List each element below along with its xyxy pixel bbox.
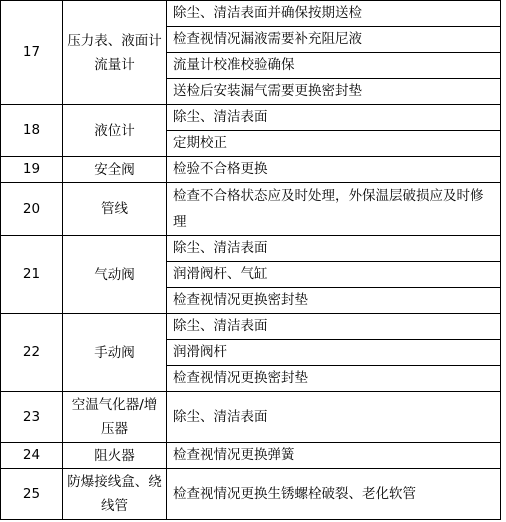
maintenance-item: 润滑阀杆、气缸 (167, 262, 501, 288)
maintenance-item: 除尘、清洁表面 (167, 236, 501, 262)
row-number: 20 (1, 183, 63, 236)
row-number: 18 (1, 105, 63, 157)
table-row (1, 392, 501, 443)
table-row (1, 183, 501, 236)
maintenance-item: 检查视情况更换弹簧 (167, 443, 501, 469)
equipment-name: 气动阀 (63, 236, 167, 314)
equipment-name: 安全阀 (63, 157, 167, 183)
table-row (1, 105, 501, 131)
equipment-name: 防爆接线盒、绕线管 (63, 469, 167, 520)
row-number: 21 (1, 236, 63, 314)
table-row (1, 236, 501, 262)
maintenance-item: 送检后安装漏气需要更换密封垫 (167, 79, 501, 105)
equipment-name: 压力表、液面计流量计 (63, 1, 167, 105)
maintenance-item: 检验不合格更换 (167, 157, 501, 183)
maintenance-item: 除尘、清洁表面 (167, 392, 501, 443)
maintenance-item: 检查视情况漏液需要补充阻尼液 (167, 27, 501, 53)
equipment-name: 管线 (63, 183, 167, 236)
maintenance-item: 检查视情况更换生锈螺栓破裂、老化软管 (167, 469, 501, 520)
maintenance-item: 检查视情况更换密封垫 (167, 288, 501, 314)
equipment-name: 空温气化器/增压器 (63, 392, 167, 443)
maintenance-item: 检查不合格状态应及时处理，外保温层破损应及时修理 (167, 183, 501, 236)
row-number: 22 (1, 314, 63, 392)
maintenance-item: 除尘、清洁表面并确保按期送检 (167, 1, 501, 27)
maintenance-item: 除尘、清洁表面 (167, 314, 501, 340)
row-number: 25 (1, 469, 63, 520)
table-row (1, 314, 501, 340)
table-row (1, 1, 501, 27)
maintenance-item: 检查视情况更换密封垫 (167, 366, 501, 392)
maintenance-item: 除尘、清洁表面 (167, 105, 501, 131)
equipment-name: 液位计 (63, 105, 167, 157)
row-number: 23 (1, 392, 63, 443)
table-row (1, 469, 501, 520)
row-number: 17 (1, 1, 63, 105)
equipment-name: 阻火器 (63, 443, 167, 469)
equipment-name: 手动阀 (63, 314, 167, 392)
row-number: 19 (1, 157, 63, 183)
maintenance-item: 定期校正 (167, 131, 501, 157)
maintenance-item: 流量计校准校验确保 (167, 53, 501, 79)
maintenance-item: 润滑阀杆 (167, 340, 501, 366)
table-row (1, 157, 501, 183)
table-row (1, 443, 501, 469)
row-number: 24 (1, 443, 63, 469)
